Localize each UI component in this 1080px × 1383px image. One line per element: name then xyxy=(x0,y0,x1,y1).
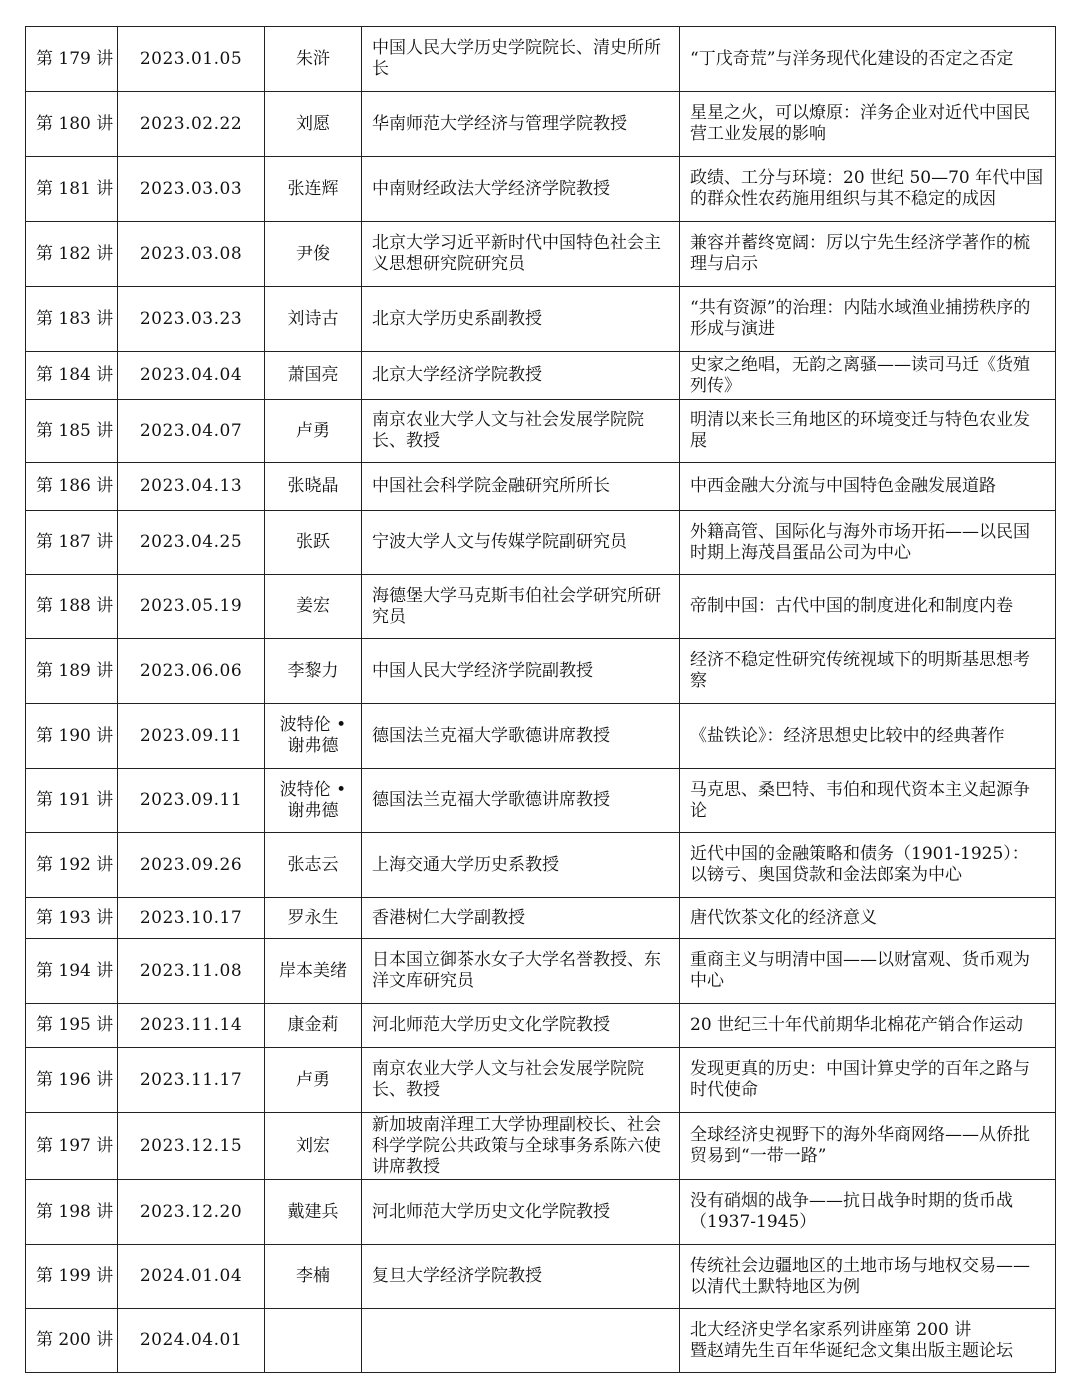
speaker-text: 李黎力 xyxy=(287,660,339,681)
affiliation-text: 海德堡大学马克斯韦伯社会学研究所研究员 xyxy=(372,585,661,627)
lecture-title-cell xyxy=(680,27,1056,92)
lecture-date-cell xyxy=(118,400,265,463)
table-row xyxy=(26,1048,1056,1113)
speaker-cell xyxy=(265,1004,362,1048)
lecture-date-text: 2023.03.03 xyxy=(139,178,243,199)
speaker-cell xyxy=(265,157,362,222)
affiliation-cell xyxy=(362,704,680,769)
lecture-number-text: 第 182 讲 xyxy=(36,243,114,264)
speaker-text: 波特伦 • 谢弗德 xyxy=(279,779,347,821)
speaker-cell xyxy=(265,400,362,463)
lecture-title-cell xyxy=(680,1004,1056,1048)
speaker-cell xyxy=(265,1180,362,1245)
affiliation-text: 中国人民大学经济学院副教授 xyxy=(372,660,593,681)
affiliation-text: 德国法兰克福大学歌德讲席教授 xyxy=(372,725,610,746)
lecture-date-text: 2023.09.11 xyxy=(139,790,243,810)
speaker-cell xyxy=(265,704,362,769)
lecture-date-cell xyxy=(118,463,265,511)
table-row xyxy=(26,400,1056,463)
lecture-number-cell xyxy=(26,287,118,352)
affiliation-cell xyxy=(362,1245,680,1309)
lecture-title-text: 传统社会边疆地区的土地市场与地权交易——以清代土默特地区为例 xyxy=(690,1255,1030,1297)
lecture-title-cell xyxy=(680,1245,1056,1309)
affiliation-cell xyxy=(362,1180,680,1245)
lecture-number-text: 第 180 讲 xyxy=(36,113,114,134)
lecture-table xyxy=(25,26,1056,1373)
lecture-date-cell xyxy=(118,287,265,352)
table-row xyxy=(26,27,1056,92)
lecture-title-cell xyxy=(680,769,1056,833)
lecture-number-cell xyxy=(26,400,118,463)
lecture-date-text: 2023.09.11 xyxy=(139,725,243,746)
lecture-number-text: 第 196 讲 xyxy=(36,1069,114,1090)
lecture-date-text: 2023.04.13 xyxy=(139,476,243,496)
lecture-number-cell xyxy=(26,639,118,704)
speaker-cell xyxy=(265,1113,362,1180)
affiliation-text: 河北师范大学历史文化学院教授 xyxy=(372,1201,610,1222)
lecture-title-text: 北大经济史学名家系列讲座第 200 讲 xyxy=(690,1319,972,1340)
lecture-date-cell xyxy=(118,833,265,898)
lecture-title-cell xyxy=(680,898,1056,939)
lecture-title-text: 帝制中国：古代中国的制度进化和制度内卷 xyxy=(690,596,1013,616)
table-row xyxy=(26,1309,1056,1373)
affiliation-cell xyxy=(362,92,680,157)
lecture-number-cell xyxy=(26,1309,118,1373)
table-row xyxy=(26,511,1056,575)
lecture-date-cell xyxy=(118,939,265,1004)
lecture-title-text: 暨赵靖先生百年华诞纪念文集出版主题论坛 xyxy=(690,1340,1013,1361)
speaker-cell xyxy=(265,939,362,1004)
lecture-number-text: 第 192 讲 xyxy=(36,854,114,875)
speaker-cell xyxy=(265,639,362,704)
lecture-date-cell xyxy=(118,1309,265,1373)
lecture-number-text: 第 197 讲 xyxy=(36,1135,114,1156)
lecture-title-text: 外籍高管、国际化与海外市场开拓——以民国时期上海茂昌蛋品公司为中心 xyxy=(690,521,1030,563)
table-row xyxy=(26,639,1056,704)
speaker-text: 萧国亮 xyxy=(287,365,339,385)
speaker-text: 康金莉 xyxy=(287,1015,339,1035)
table-row xyxy=(26,1245,1056,1309)
affiliation-text: 宁波大学人文与传媒学院副研究员 xyxy=(372,532,627,552)
speaker-cell xyxy=(265,898,362,939)
affiliation-text: 中国人民大学历史学院院长、清史所所长 xyxy=(372,38,661,79)
lecture-title-cell xyxy=(680,463,1056,511)
lecture-title-text: 政绩、工分与环境：20 世纪 50—70 年代中国的群众性农药施用组织与其不稳定的成因 xyxy=(690,168,1044,209)
lecture-number-text: 第 183 讲 xyxy=(36,308,114,329)
lecture-number-cell xyxy=(26,352,118,400)
affiliation-cell xyxy=(362,511,680,575)
speaker-text: 张跃 xyxy=(296,532,330,552)
lecture-date-cell xyxy=(118,92,265,157)
lecture-date-cell xyxy=(118,769,265,833)
speaker-cell xyxy=(265,463,362,511)
lecture-title-cell xyxy=(680,639,1056,704)
speaker-cell xyxy=(265,511,362,575)
lecture-date-text: 2023.09.26 xyxy=(139,854,243,875)
lecture-number-text: 第 188 讲 xyxy=(36,596,114,616)
lecture-date-text: 2023.10.17 xyxy=(139,907,243,928)
lecture-number-text: 第 179 讲 xyxy=(36,48,114,69)
lecture-title-cell xyxy=(680,1113,1056,1180)
lecture-title-cell xyxy=(680,222,1056,287)
lecture-number-text: 第 184 讲 xyxy=(36,365,114,385)
lecture-number-cell xyxy=(26,463,118,511)
speaker-text: 张晓晶 xyxy=(287,476,339,496)
lecture-date-text: 2023.05.19 xyxy=(139,596,243,616)
speaker-text: 李楠 xyxy=(296,1266,330,1286)
lecture-number-cell xyxy=(26,1245,118,1309)
lecture-number-cell xyxy=(26,833,118,898)
speaker-cell xyxy=(265,1048,362,1113)
lecture-date-cell xyxy=(118,1004,265,1048)
lecture-date-text: 2023.03.08 xyxy=(139,243,243,264)
affiliation-text: 德国法兰克福大学歌德讲席教授 xyxy=(372,790,610,810)
lecture-title-cell xyxy=(680,833,1056,898)
lecture-date-text: 2023.02.22 xyxy=(139,113,243,134)
lecture-date-cell xyxy=(118,1113,265,1180)
lecture-title-cell xyxy=(680,511,1056,575)
lecture-number-cell xyxy=(26,1048,118,1113)
lecture-date-text: 2024.01.04 xyxy=(139,1266,243,1286)
lecture-number-text: 第 198 讲 xyxy=(36,1201,114,1222)
lecture-title-text: “丁戊奇荒”与洋务现代化建设的否定之否定 xyxy=(690,48,1014,69)
affiliation-text: 复旦大学经济学院教授 xyxy=(372,1266,542,1286)
lecture-date-cell xyxy=(118,157,265,222)
lecture-number-text: 第 186 讲 xyxy=(36,476,114,496)
speaker-text: 张连辉 xyxy=(287,178,339,199)
lecture-number-text: 第 190 讲 xyxy=(36,725,114,746)
speaker-text: 刘宏 xyxy=(296,1135,330,1156)
speaker-text: 卢勇 xyxy=(296,1069,330,1090)
affiliation-cell xyxy=(362,1113,680,1180)
table-row xyxy=(26,898,1056,939)
lecture-number-text: 第 195 讲 xyxy=(36,1015,114,1035)
speaker-text: 波特伦 • 谢弗德 xyxy=(279,715,347,756)
lecture-number-text: 第 191 讲 xyxy=(36,790,114,810)
lecture-title-cell xyxy=(680,704,1056,769)
lecture-title-cell xyxy=(680,1048,1056,1113)
speaker-cell xyxy=(265,575,362,639)
speaker-text: 戴建兵 xyxy=(287,1201,339,1222)
lecture-date-cell xyxy=(118,704,265,769)
speaker-text: 朱浒 xyxy=(296,48,330,69)
affiliation-cell xyxy=(362,898,680,939)
lecture-title-cell xyxy=(680,92,1056,157)
table-row xyxy=(26,833,1056,898)
lecture-date-cell xyxy=(118,511,265,575)
affiliation-text: 北京大学经济学院教授 xyxy=(372,365,542,385)
affiliation-cell xyxy=(362,939,680,1004)
lecture-table-body xyxy=(26,27,1056,1373)
lecture-number-cell xyxy=(26,157,118,222)
affiliation-text: 新加坡南洋理工大学协理副校长、社会科学学院公共政策与全球事务系陈六使讲席教授 xyxy=(372,1114,661,1177)
lecture-date-text: 2023.11.08 xyxy=(139,960,243,981)
lecture-date-cell xyxy=(118,1245,265,1309)
lecture-number-text: 第 194 讲 xyxy=(36,960,114,981)
lecture-title-cell xyxy=(680,352,1056,400)
lecture-title-cell xyxy=(680,939,1056,1004)
table-row xyxy=(26,92,1056,157)
speaker-text: 卢勇 xyxy=(296,420,330,441)
lecture-number-text: 第 181 讲 xyxy=(36,178,114,199)
lecture-title-text: 没有硝烟的战争——抗日战争时期的货币战（1937-1945） xyxy=(690,1191,1013,1232)
lecture-number-cell xyxy=(26,1113,118,1180)
lecture-title-text: 经济不稳定性研究传统视域下的明斯基思想考察 xyxy=(690,650,1030,691)
speaker-cell xyxy=(265,1245,362,1309)
affiliation-cell xyxy=(362,27,680,92)
table-row xyxy=(26,1180,1056,1245)
lecture-date-text: 2023.11.17 xyxy=(139,1069,243,1090)
table-row xyxy=(26,222,1056,287)
lecture-title-cell xyxy=(680,400,1056,463)
lecture-title-text: 《盐铁论》：经济思想史比较中的经典著作 xyxy=(690,725,1005,746)
lecture-title-text: 明清以来长三角地区的环境变迁与特色农业发展 xyxy=(690,410,1030,451)
lecture-date-text: 2023.12.15 xyxy=(139,1135,243,1156)
affiliation-text: 北京大学习近平新时代中国特色社会主义思想研究院研究员 xyxy=(372,233,661,274)
lecture-title-cell xyxy=(680,287,1056,352)
lecture-number-text: 第 200 讲 xyxy=(36,1330,114,1350)
affiliation-text: 香港树仁大学副教授 xyxy=(372,907,525,928)
speaker-cell xyxy=(265,222,362,287)
affiliation-text: 中国社会科学院金融研究所所长 xyxy=(372,476,610,496)
table-row xyxy=(26,939,1056,1004)
lecture-date-cell xyxy=(118,352,265,400)
lecture-date-text: 2023.03.23 xyxy=(139,308,243,329)
lecture-number-cell xyxy=(26,511,118,575)
affiliation-cell xyxy=(362,769,680,833)
lecture-date-cell xyxy=(118,222,265,287)
affiliation-cell xyxy=(362,222,680,287)
lecture-date-text: 2023.04.07 xyxy=(139,420,243,441)
lecture-date-text: 2023.04.25 xyxy=(139,532,243,552)
speaker-text: 姜宏 xyxy=(296,596,330,616)
affiliation-cell xyxy=(362,1004,680,1048)
affiliation-cell xyxy=(362,157,680,222)
affiliation-text: 上海交通大学历史系教授 xyxy=(372,854,559,875)
lecture-title-text: 兼容并蓄终宽阔：厉以宁先生经济学著作的梳理与启示 xyxy=(690,233,1030,274)
lecture-title-text: 中西金融大分流与中国特色金融发展道路 xyxy=(690,476,996,496)
lecture-title-text: “共有资源”的治理：内陆水域渔业捕捞秩序的形成与演进 xyxy=(690,298,1031,339)
lecture-number-cell xyxy=(26,222,118,287)
lecture-date-text: 2024.04.01 xyxy=(139,1330,243,1350)
lecture-number-cell xyxy=(26,769,118,833)
speaker-cell xyxy=(265,27,362,92)
lecture-number-text: 第 187 讲 xyxy=(36,532,114,552)
lecture-number-cell xyxy=(26,704,118,769)
affiliation-cell xyxy=(362,352,680,400)
lecture-title-text: 唐代饮茶文化的经济意义 xyxy=(690,907,877,928)
lecture-title-cell xyxy=(680,157,1056,222)
lecture-date-cell xyxy=(118,1048,265,1113)
speaker-cell xyxy=(265,352,362,400)
speaker-cell xyxy=(265,769,362,833)
table-row xyxy=(26,769,1056,833)
table-row xyxy=(26,1004,1056,1048)
lecture-title-text: 全球经济史视野下的海外华商网络——从侨批贸易到“一带一路” xyxy=(690,1125,1030,1166)
table-row xyxy=(26,157,1056,222)
affiliation-text: 河北师范大学历史文化学院教授 xyxy=(372,1015,610,1035)
lecture-number-cell xyxy=(26,27,118,92)
lecture-number-cell xyxy=(26,575,118,639)
affiliation-cell xyxy=(362,463,680,511)
speaker-cell xyxy=(265,287,362,352)
lecture-title-text: 20 世纪三十年代前期华北棉花产销合作运动 xyxy=(690,1015,1024,1035)
lecture-date-text: 2023.12.20 xyxy=(139,1201,243,1222)
affiliation-text: 中南财经政法大学经济学院教授 xyxy=(372,178,610,199)
lecture-date-text: 2023.06.06 xyxy=(139,660,243,681)
affiliation-text: 华南师范大学经济与管理学院教授 xyxy=(372,113,627,134)
table-row xyxy=(26,463,1056,511)
lecture-title-text: 马克思、桑巴特、韦伯和现代资本主义起源争论 xyxy=(690,779,1030,821)
affiliation-cell xyxy=(362,287,680,352)
lecture-number-text: 第 185 讲 xyxy=(36,420,114,441)
lecture-title-cell xyxy=(680,1309,1056,1373)
lecture-number-text: 第 199 讲 xyxy=(36,1266,114,1286)
table-row xyxy=(26,287,1056,352)
lecture-title-text: 近代中国的金融策略和债务（1901-1925）：以镑亏、奥国贷款和金法郎案为中心 xyxy=(690,844,1029,885)
lecture-date-cell xyxy=(118,27,265,92)
table-row xyxy=(26,352,1056,400)
lecture-title-text: 史家之绝唱，无韵之离骚——读司马迁《货殖列传》 xyxy=(690,354,1030,396)
lecture-title-cell xyxy=(680,1180,1056,1245)
affiliation-text: 南京农业大学人文与社会发展学院院长、教授 xyxy=(372,410,644,451)
affiliation-cell xyxy=(362,1309,680,1373)
lecture-date-text: 2023.11.14 xyxy=(139,1015,243,1035)
table-row xyxy=(26,575,1056,639)
lecture-date-cell xyxy=(118,575,265,639)
lecture-number-text: 第 193 讲 xyxy=(36,907,114,928)
lecture-date-text: 2023.04.04 xyxy=(139,365,243,385)
speaker-cell xyxy=(265,833,362,898)
lecture-title-cell xyxy=(680,575,1056,639)
affiliation-cell xyxy=(362,639,680,704)
lecture-date-cell xyxy=(118,1180,265,1245)
lecture-number-cell xyxy=(26,898,118,939)
lecture-number-cell xyxy=(26,92,118,157)
affiliation-cell xyxy=(362,1048,680,1113)
lecture-date-text: 2023.01.05 xyxy=(139,48,243,69)
speaker-cell xyxy=(265,1309,362,1373)
affiliation-cell xyxy=(362,400,680,463)
speaker-text: 岸本美绪 xyxy=(279,960,347,981)
speaker-cell xyxy=(265,92,362,157)
speaker-text: 罗永生 xyxy=(287,907,339,928)
affiliation-cell xyxy=(362,833,680,898)
lecture-number-text: 第 189 讲 xyxy=(36,660,114,681)
lecture-date-cell xyxy=(118,898,265,939)
affiliation-text: 日本国立御茶水女子大学名誉教授、东洋文库研究员 xyxy=(372,950,661,991)
speaker-text: 刘诗古 xyxy=(287,308,339,329)
lecture-title-text: 重商主义与明清中国——以财富观、货币观为中心 xyxy=(690,950,1030,991)
affiliation-text: 南京农业大学人文与社会发展学院院长、教授 xyxy=(372,1059,644,1100)
lecture-title-text: 发现更真的历史：中国计算史学的百年之路与时代使命 xyxy=(690,1059,1030,1100)
affiliation-text: 北京大学历史系副教授 xyxy=(372,308,542,329)
lecture-title-text: 星星之火，可以燎原：洋务企业对近代中国民营工业发展的影响 xyxy=(690,103,1030,144)
lecture-date-cell xyxy=(118,639,265,704)
lecture-number-cell xyxy=(26,1180,118,1245)
speaker-text: 刘愿 xyxy=(296,113,330,134)
speaker-text: 尹俊 xyxy=(296,243,330,264)
speaker-text: 张志云 xyxy=(287,854,339,875)
lecture-number-cell xyxy=(26,939,118,1004)
table-row xyxy=(26,704,1056,769)
table-row xyxy=(26,1113,1056,1180)
lecture-number-cell xyxy=(26,1004,118,1048)
affiliation-cell xyxy=(362,575,680,639)
